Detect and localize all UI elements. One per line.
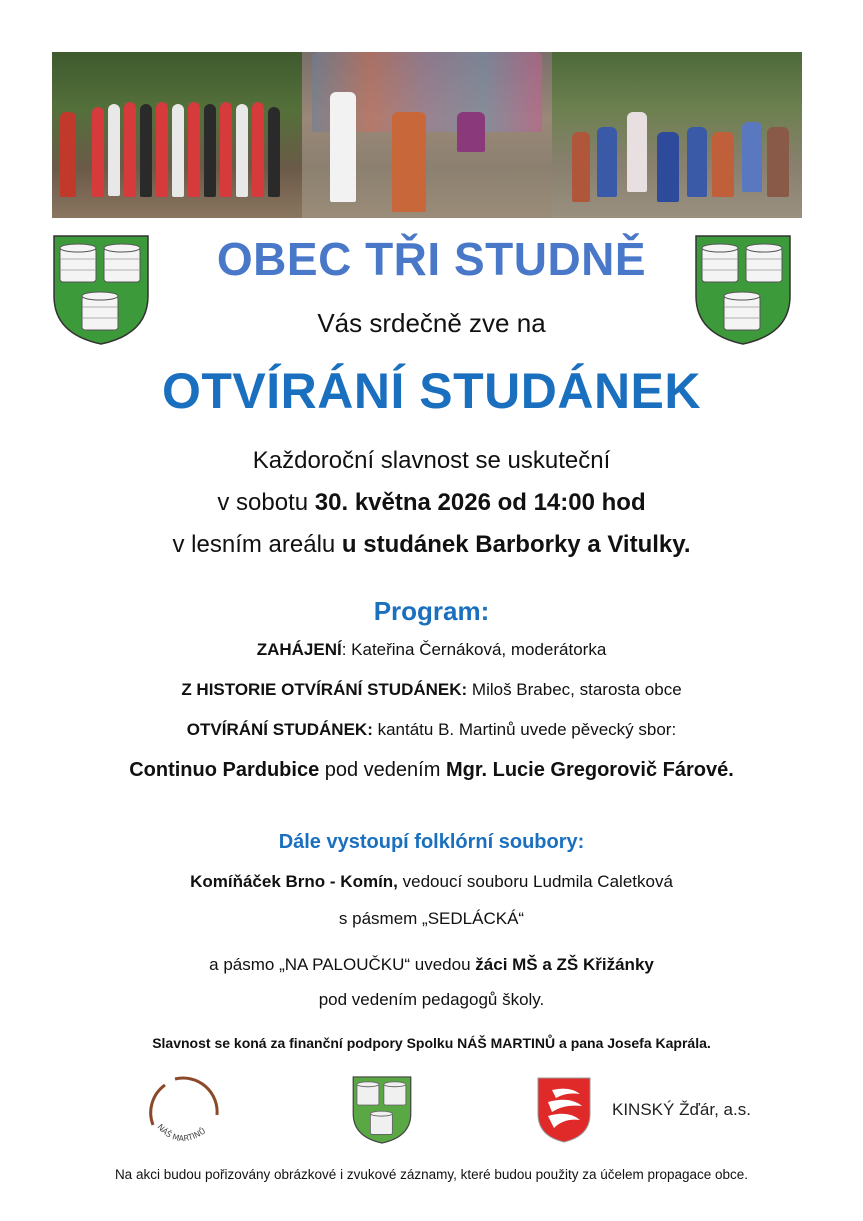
- school-line: a pásmo „NA PALOUČKU“ uvedou žáci MŠ a ZŠ Křižánky: [209, 955, 654, 974]
- event-date: 30. května 2026 od 14:00 hod: [314, 489, 646, 516]
- program-heading: Program:: [373, 596, 490, 626]
- tri-studne-crest-icon: [352, 1075, 412, 1145]
- kinsky-crest-icon: [536, 1076, 592, 1144]
- kinsky-logo-text: KINSKÝ Žďár, a.s.: [612, 1100, 751, 1119]
- folk-circle-dance-photo: [552, 52, 802, 218]
- choir-line: Continuo Pardubice pod vedením Mgr. Lucie Gregorovič Fárové.: [129, 759, 734, 781]
- sponsors-note: Slavnost se koná za finanční podpory Spolku NÁŠ MARTINŮ a pana Josefa Kaprála.: [152, 1035, 711, 1051]
- school-line-2: pod vedením pedagogů školy.: [318, 990, 545, 1009]
- event-title: OTVÍRÁNÍ STUDÁNEK: [161, 363, 702, 419]
- municipality-title: OBEC TŘI STUDNĚ: [216, 233, 647, 285]
- event-location: u studánek Barborky a Vitulky.: [341, 531, 691, 558]
- nas-martinu-logo-icon: [145, 1075, 225, 1150]
- program-item: ZAHÁJENÍ: Kateřina Černáková, moderátorka: [256, 640, 607, 659]
- folklore-heading: Dále vystoupí folklórní soubory:: [278, 831, 585, 853]
- program-item: Z HISTORIE OTVÍRÁNÍ STUDÁNEK: Miloš Brabec, starosta obce: [181, 680, 682, 699]
- ensemble-line: Komíňáček Brno - Komín, vedoucí souboru Ludmila Caletková: [190, 872, 673, 891]
- invite-text: Vás srdečně zve na: [317, 308, 546, 338]
- photo-banner: [52, 52, 802, 218]
- program-item: OTVÍRÁNÍ STUDÁNEK: kantátu B. Martinů uvede pěvecký sbor:: [186, 720, 677, 739]
- svg-text:NÁŠ MARTINŮ: NÁŠ MARTINŮ: [155, 1122, 208, 1144]
- children-dance-photo: [302, 52, 552, 218]
- footer-disclaimer: Na akci budou pořizovány obrázkové i zvukové záznamy, které budou použity za účelem propagace obce.: [114, 1167, 749, 1182]
- details-location-line: v lesním areálu u studánek Barborky a Vitulky.: [172, 531, 691, 558]
- choir-photo: [52, 52, 302, 218]
- ensemble-piece: s pásmem „SEDLÁCKÁ“: [338, 909, 525, 928]
- details-date-line: v sobotu 30. května 2026 od 14:00 hod: [217, 489, 646, 516]
- details-line-1: Každoroční slavnost se uskuteční: [252, 447, 611, 474]
